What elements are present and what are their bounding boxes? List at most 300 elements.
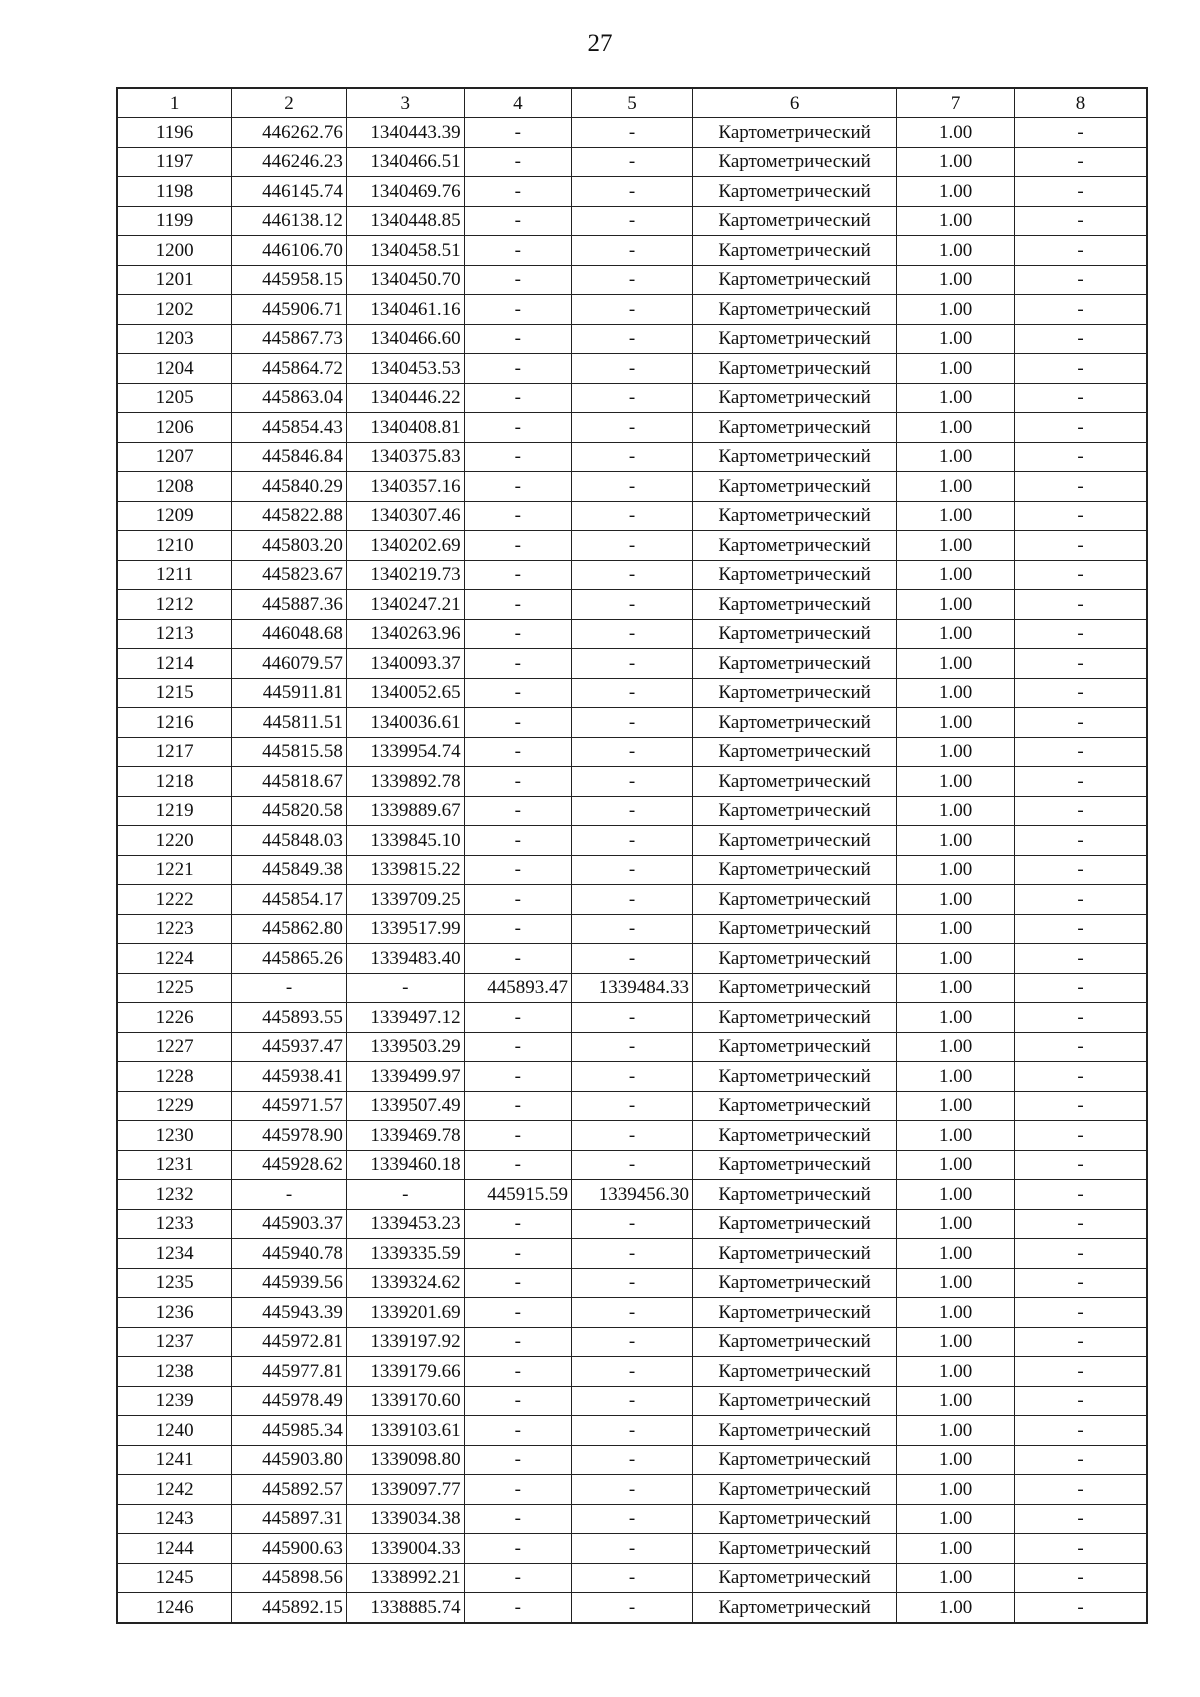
- table-cell: 445972.81: [232, 1327, 347, 1357]
- table-row: [117, 1062, 1147, 1092]
- table-cell: 1244: [117, 1534, 232, 1564]
- table-cell: 1.00: [897, 1180, 1015, 1210]
- table-row: [117, 560, 1147, 590]
- table-cell: -: [1015, 973, 1147, 1003]
- table-cell: Картометрический: [692, 1032, 896, 1062]
- table-cell: 1.00: [897, 531, 1015, 561]
- table-cell: -: [1015, 590, 1147, 620]
- table-cell: 1209: [117, 501, 232, 531]
- table-cell: 1.00: [897, 590, 1015, 620]
- table-cell: -: [1015, 1327, 1147, 1357]
- table-cell: Картометрический: [692, 914, 896, 944]
- table-cell: Картометрический: [692, 1327, 896, 1357]
- table-row: [117, 383, 1147, 413]
- table-cell: -: [572, 501, 693, 531]
- table-row: [117, 472, 1147, 502]
- table-cell: -: [572, 1121, 693, 1151]
- table-cell: -: [464, 1386, 571, 1416]
- table-cell: -: [572, 944, 693, 974]
- table-cell: -: [464, 560, 571, 590]
- table-cell: 1208: [117, 472, 232, 502]
- table-cell: 1340247.21: [346, 590, 464, 620]
- table-cell: 1241: [117, 1445, 232, 1475]
- table-row: [117, 1298, 1147, 1328]
- table-cell: 446246.23: [232, 147, 347, 177]
- table-cell: -: [572, 885, 693, 915]
- table-cell: 1213: [117, 619, 232, 649]
- table-cell: Картометрический: [692, 501, 896, 531]
- table-cell: -: [1015, 1180, 1147, 1210]
- table-cell: 445864.72: [232, 354, 347, 384]
- table-cell: 1339709.25: [346, 885, 464, 915]
- table-cell: 446145.74: [232, 177, 347, 207]
- table-cell: Картометрический: [692, 413, 896, 443]
- table-cell: 1.00: [897, 767, 1015, 797]
- table-cell: Картометрический: [692, 1593, 896, 1623]
- table-cell: -: [1015, 1121, 1147, 1151]
- table-cell: Картометрический: [692, 1268, 896, 1298]
- table-cell: -: [464, 1475, 571, 1505]
- table-cell: -: [1015, 1357, 1147, 1387]
- table-cell: 445911.81: [232, 678, 347, 708]
- table-cell: -: [1015, 826, 1147, 856]
- table-cell: 1339469.78: [346, 1121, 464, 1151]
- table-row: [117, 1504, 1147, 1534]
- table-row: [117, 619, 1147, 649]
- table-cell: 1340263.96: [346, 619, 464, 649]
- table-cell: 1199: [117, 206, 232, 236]
- table-cell: 1222: [117, 885, 232, 915]
- table-cell: -: [464, 944, 571, 974]
- table-cell: 1.00: [897, 826, 1015, 856]
- table-cell: -: [572, 767, 693, 797]
- table-cell: -: [346, 973, 464, 1003]
- table-row: [117, 324, 1147, 354]
- table-cell: 1.00: [897, 413, 1015, 443]
- table-cell: -: [464, 383, 571, 413]
- table-row: [117, 442, 1147, 472]
- table-cell: 1340466.51: [346, 147, 464, 177]
- table-row: [117, 1209, 1147, 1239]
- table-cell: 445803.20: [232, 531, 347, 561]
- table-row: [117, 413, 1147, 443]
- table-cell: 1339004.33: [346, 1534, 464, 1564]
- table-cell: -: [1015, 1593, 1147, 1623]
- table-cell: -: [464, 796, 571, 826]
- table-cell: Картометрический: [692, 295, 896, 325]
- table-cell: -: [1015, 796, 1147, 826]
- table-cell: 1340357.16: [346, 472, 464, 502]
- table-cell: Картометрический: [692, 944, 896, 974]
- table-cell: 446079.57: [232, 649, 347, 679]
- table-cell: 1339179.66: [346, 1357, 464, 1387]
- table-cell: 1340408.81: [346, 413, 464, 443]
- table-cell: 446106.70: [232, 236, 347, 266]
- table-cell: -: [464, 1327, 571, 1357]
- table-cell: 445887.36: [232, 590, 347, 620]
- coordinates-table: [116, 87, 1148, 1624]
- table-cell: 1339170.60: [346, 1386, 464, 1416]
- table-row: [117, 177, 1147, 207]
- table-cell: 1.00: [897, 708, 1015, 738]
- table-cell: 1.00: [897, 472, 1015, 502]
- table-cell: 1.00: [897, 560, 1015, 590]
- table-cell: 445937.47: [232, 1032, 347, 1062]
- table-cell: 1339815.22: [346, 855, 464, 885]
- table-cell: -: [572, 413, 693, 443]
- table-cell: Картометрический: [692, 590, 896, 620]
- table-cell: 1.00: [897, 1534, 1015, 1564]
- table-cell: 1339892.78: [346, 767, 464, 797]
- table-cell: 1340461.16: [346, 295, 464, 325]
- table-cell: 1339460.18: [346, 1150, 464, 1180]
- table-cell: -: [572, 324, 693, 354]
- table-cell: 1.00: [897, 1121, 1015, 1151]
- table-cell: -: [1015, 678, 1147, 708]
- table-cell: -: [1015, 442, 1147, 472]
- table-cell: -: [464, 1298, 571, 1328]
- table-cell: Картометрический: [692, 531, 896, 561]
- table-cell: 1.00: [897, 236, 1015, 266]
- table-cell: 1.00: [897, 1003, 1015, 1033]
- table-cell: 1225: [117, 973, 232, 1003]
- table-cell: -: [464, 826, 571, 856]
- table-cell: Картометрический: [692, 324, 896, 354]
- table-cell: -: [572, 442, 693, 472]
- table-cell: 1340448.85: [346, 206, 464, 236]
- table-cell: -: [1015, 1091, 1147, 1121]
- table-cell: 1238: [117, 1357, 232, 1387]
- table-body: [117, 118, 1147, 1623]
- table-cell: Картометрический: [692, 1357, 896, 1387]
- table-cell: 1339499.97: [346, 1062, 464, 1092]
- table-cell: -: [1015, 914, 1147, 944]
- table-cell: -: [464, 885, 571, 915]
- table-cell: Картометрический: [692, 118, 896, 148]
- table-cell: 1242: [117, 1475, 232, 1505]
- table-cell: -: [1015, 1032, 1147, 1062]
- table-cell: -: [572, 236, 693, 266]
- table-cell: -: [1015, 501, 1147, 531]
- table-cell: 445849.38: [232, 855, 347, 885]
- table-cell: -: [572, 1298, 693, 1328]
- table-cell: 1212: [117, 590, 232, 620]
- table-cell: 1340375.83: [346, 442, 464, 472]
- table-cell: -: [464, 1268, 571, 1298]
- table-cell: 1.00: [897, 1150, 1015, 1180]
- table-row: [117, 501, 1147, 531]
- table-cell: -: [572, 1150, 693, 1180]
- table-cell: 1217: [117, 737, 232, 767]
- table-cell: 1339507.49: [346, 1091, 464, 1121]
- table-cell: 1.00: [897, 1593, 1015, 1623]
- table-cell: -: [464, 1209, 571, 1239]
- table-cell: -: [464, 649, 571, 679]
- table-cell: 1.00: [897, 1386, 1015, 1416]
- table-cell: 1339497.12: [346, 1003, 464, 1033]
- table-cell: -: [464, 914, 571, 944]
- table-cell: 1228: [117, 1062, 232, 1092]
- table-cell: Картометрический: [692, 737, 896, 767]
- table-cell: 1246: [117, 1593, 232, 1623]
- table-cell: -: [572, 590, 693, 620]
- table-cell: 446138.12: [232, 206, 347, 236]
- table-cell: -: [464, 413, 571, 443]
- table-cell: 445862.80: [232, 914, 347, 944]
- table-cell: -: [1015, 855, 1147, 885]
- column-header: 4: [464, 88, 571, 118]
- table-cell: -: [572, 295, 693, 325]
- column-header: 1: [117, 88, 232, 118]
- table-row: [117, 914, 1147, 944]
- table-cell: -: [1015, 1003, 1147, 1033]
- table-cell: 445867.73: [232, 324, 347, 354]
- table-cell: 445840.29: [232, 472, 347, 502]
- table-cell: Картометрический: [692, 354, 896, 384]
- table-cell: -: [572, 796, 693, 826]
- table-cell: -: [464, 206, 571, 236]
- table-cell: 1.00: [897, 1268, 1015, 1298]
- table-cell: 1.00: [897, 1563, 1015, 1593]
- table-cell: 1340450.70: [346, 265, 464, 295]
- table-cell: 445928.62: [232, 1150, 347, 1180]
- table-cell: 445958.15: [232, 265, 347, 295]
- table-cell: 445943.39: [232, 1298, 347, 1328]
- table-cell: 1340219.73: [346, 560, 464, 590]
- table-cell: 1.00: [897, 914, 1015, 944]
- table-cell: -: [1015, 1445, 1147, 1475]
- table-cell: -: [572, 914, 693, 944]
- table-cell: -: [464, 1239, 571, 1269]
- table-cell: -: [1015, 1475, 1147, 1505]
- table-cell: -: [1015, 1298, 1147, 1328]
- table-cell: Картометрический: [692, 1062, 896, 1092]
- table-cell: Картометрический: [692, 1003, 896, 1033]
- table-cell: 445823.67: [232, 560, 347, 590]
- table-cell: -: [572, 1593, 693, 1623]
- table-cell: -: [1015, 1563, 1147, 1593]
- table-cell: 1.00: [897, 118, 1015, 148]
- table-cell: 445906.71: [232, 295, 347, 325]
- table-cell: Картометрический: [692, 649, 896, 679]
- table-cell: 1240: [117, 1416, 232, 1446]
- table-cell: -: [464, 324, 571, 354]
- table-row: [117, 885, 1147, 915]
- table-cell: 1.00: [897, 1475, 1015, 1505]
- table-cell: Картометрический: [692, 1445, 896, 1475]
- table-cell: -: [1015, 236, 1147, 266]
- table-cell: 445822.88: [232, 501, 347, 531]
- table-cell: 1203: [117, 324, 232, 354]
- table-cell: -: [1015, 649, 1147, 679]
- table-cell: -: [1015, 1268, 1147, 1298]
- table-row: [117, 796, 1147, 826]
- table-cell: -: [572, 383, 693, 413]
- table-cell: -: [572, 1475, 693, 1505]
- table-row: [117, 1593, 1147, 1623]
- table-cell: -: [464, 619, 571, 649]
- table-cell: 1.00: [897, 442, 1015, 472]
- table-cell: 1229: [117, 1091, 232, 1121]
- table-row: [117, 649, 1147, 679]
- table-cell: Картометрический: [692, 1121, 896, 1151]
- table-cell: 1223: [117, 914, 232, 944]
- table-cell: 1340036.61: [346, 708, 464, 738]
- table-cell: -: [572, 1209, 693, 1239]
- table-cell: -: [464, 1445, 571, 1475]
- table-cell: -: [572, 708, 693, 738]
- table-cell: -: [464, 147, 571, 177]
- table-cell: 1339098.80: [346, 1445, 464, 1475]
- table-cell: 445854.17: [232, 885, 347, 915]
- table-cell: Картометрический: [692, 206, 896, 236]
- table-header-row: [117, 88, 1147, 118]
- table-row: [117, 1563, 1147, 1593]
- table-cell: 1200: [117, 236, 232, 266]
- table-cell: -: [464, 590, 571, 620]
- column-header: 6: [692, 88, 896, 118]
- table-row: [117, 678, 1147, 708]
- table-cell: -: [1015, 560, 1147, 590]
- table-cell: 1233: [117, 1209, 232, 1239]
- table-cell: -: [572, 826, 693, 856]
- table-cell: -: [1015, 885, 1147, 915]
- table-cell: 1204: [117, 354, 232, 384]
- table-row: [117, 1003, 1147, 1033]
- table-cell: 1.00: [897, 973, 1015, 1003]
- table-cell: 1210: [117, 531, 232, 561]
- table-cell: 445818.67: [232, 767, 347, 797]
- table-row: [117, 1416, 1147, 1446]
- table-cell: -: [572, 1239, 693, 1269]
- table-cell: Картометрический: [692, 1091, 896, 1121]
- table-cell: 1235: [117, 1268, 232, 1298]
- table-cell: Картометрический: [692, 619, 896, 649]
- table-cell: Картометрический: [692, 1239, 896, 1269]
- table-cell: 1214: [117, 649, 232, 679]
- table-cell: -: [572, 147, 693, 177]
- table-cell: Картометрический: [692, 1386, 896, 1416]
- table-cell: 1340052.65: [346, 678, 464, 708]
- table-row: [117, 1357, 1147, 1387]
- table-cell: Картометрический: [692, 236, 896, 266]
- table-cell: 1339845.10: [346, 826, 464, 856]
- table-cell: 1230: [117, 1121, 232, 1151]
- table-cell: -: [464, 177, 571, 207]
- table-cell: 1340466.60: [346, 324, 464, 354]
- table-cell: 1236: [117, 1298, 232, 1328]
- table-cell: -: [1015, 147, 1147, 177]
- table-cell: 1339197.92: [346, 1327, 464, 1357]
- table-cell: -: [572, 1416, 693, 1446]
- table-cell: 1.00: [897, 501, 1015, 531]
- table-row: [117, 767, 1147, 797]
- table-cell: -: [1015, 1150, 1147, 1180]
- table-cell: -: [464, 501, 571, 531]
- table-row: [117, 1032, 1147, 1062]
- table-row: [117, 265, 1147, 295]
- table-row: [117, 236, 1147, 266]
- table-cell: -: [464, 1003, 571, 1033]
- table-row: [117, 1150, 1147, 1180]
- table-cell: -: [464, 1091, 571, 1121]
- table-cell: -: [464, 678, 571, 708]
- table-cell: 1234: [117, 1239, 232, 1269]
- table-cell: -: [572, 354, 693, 384]
- table-cell: 1338885.74: [346, 1593, 464, 1623]
- table-cell: 1.00: [897, 265, 1015, 295]
- table-cell: -: [572, 1268, 693, 1298]
- table-cell: -: [572, 649, 693, 679]
- table-cell: 1340443.39: [346, 118, 464, 148]
- table-cell: -: [1015, 265, 1147, 295]
- table-cell: 1227: [117, 1032, 232, 1062]
- table-row: [117, 826, 1147, 856]
- table-cell: Картометрический: [692, 1298, 896, 1328]
- table-row: [117, 590, 1147, 620]
- table-cell: -: [1015, 619, 1147, 649]
- table-cell: 1206: [117, 413, 232, 443]
- table-cell: -: [572, 1386, 693, 1416]
- table-cell: 445893.55: [232, 1003, 347, 1033]
- table-cell: Картометрический: [692, 442, 896, 472]
- table-cell: -: [1015, 472, 1147, 502]
- table-cell: 445897.31: [232, 1504, 347, 1534]
- table-cell: 1.00: [897, 1209, 1015, 1239]
- table-cell: -: [572, 1357, 693, 1387]
- table-cell: -: [572, 855, 693, 885]
- table-row: [117, 1386, 1147, 1416]
- table-cell: -: [1015, 177, 1147, 207]
- table-cell: -: [572, 1327, 693, 1357]
- table-cell: 445811.51: [232, 708, 347, 738]
- table-cell: -: [1015, 1386, 1147, 1416]
- table-cell: Картометрический: [692, 885, 896, 915]
- table-cell: 1.00: [897, 796, 1015, 826]
- table-cell: Картометрический: [692, 147, 896, 177]
- table-cell: 1224: [117, 944, 232, 974]
- table-cell: Картометрический: [692, 1534, 896, 1564]
- table-cell: 445854.43: [232, 413, 347, 443]
- table-cell: 1.00: [897, 855, 1015, 885]
- table-cell: Картометрический: [692, 177, 896, 207]
- table-cell: 1218: [117, 767, 232, 797]
- table-cell: 1339201.69: [346, 1298, 464, 1328]
- table-cell: -: [464, 1357, 571, 1387]
- table-row: [117, 1268, 1147, 1298]
- table-cell: -: [1015, 1062, 1147, 1092]
- table-cell: 1202: [117, 295, 232, 325]
- table-cell: -: [464, 1062, 571, 1092]
- table-cell: 1.00: [897, 354, 1015, 384]
- column-header: 2: [232, 88, 347, 118]
- table-cell: Картометрический: [692, 1475, 896, 1505]
- page-number: 27: [587, 30, 613, 57]
- table-cell: -: [464, 531, 571, 561]
- table-cell: 1.00: [897, 1298, 1015, 1328]
- table-cell: -: [1015, 531, 1147, 561]
- column-header: 3: [346, 88, 464, 118]
- table-cell: 1.00: [897, 177, 1015, 207]
- table-cell: 1339503.29: [346, 1032, 464, 1062]
- table-cell: 445977.81: [232, 1357, 347, 1387]
- table-cell: Картометрический: [692, 1563, 896, 1593]
- table-cell: 1.00: [897, 737, 1015, 767]
- table-cell: 1339034.38: [346, 1504, 464, 1534]
- table-cell: -: [1015, 708, 1147, 738]
- table-cell: 1221: [117, 855, 232, 885]
- table-cell: -: [464, 442, 571, 472]
